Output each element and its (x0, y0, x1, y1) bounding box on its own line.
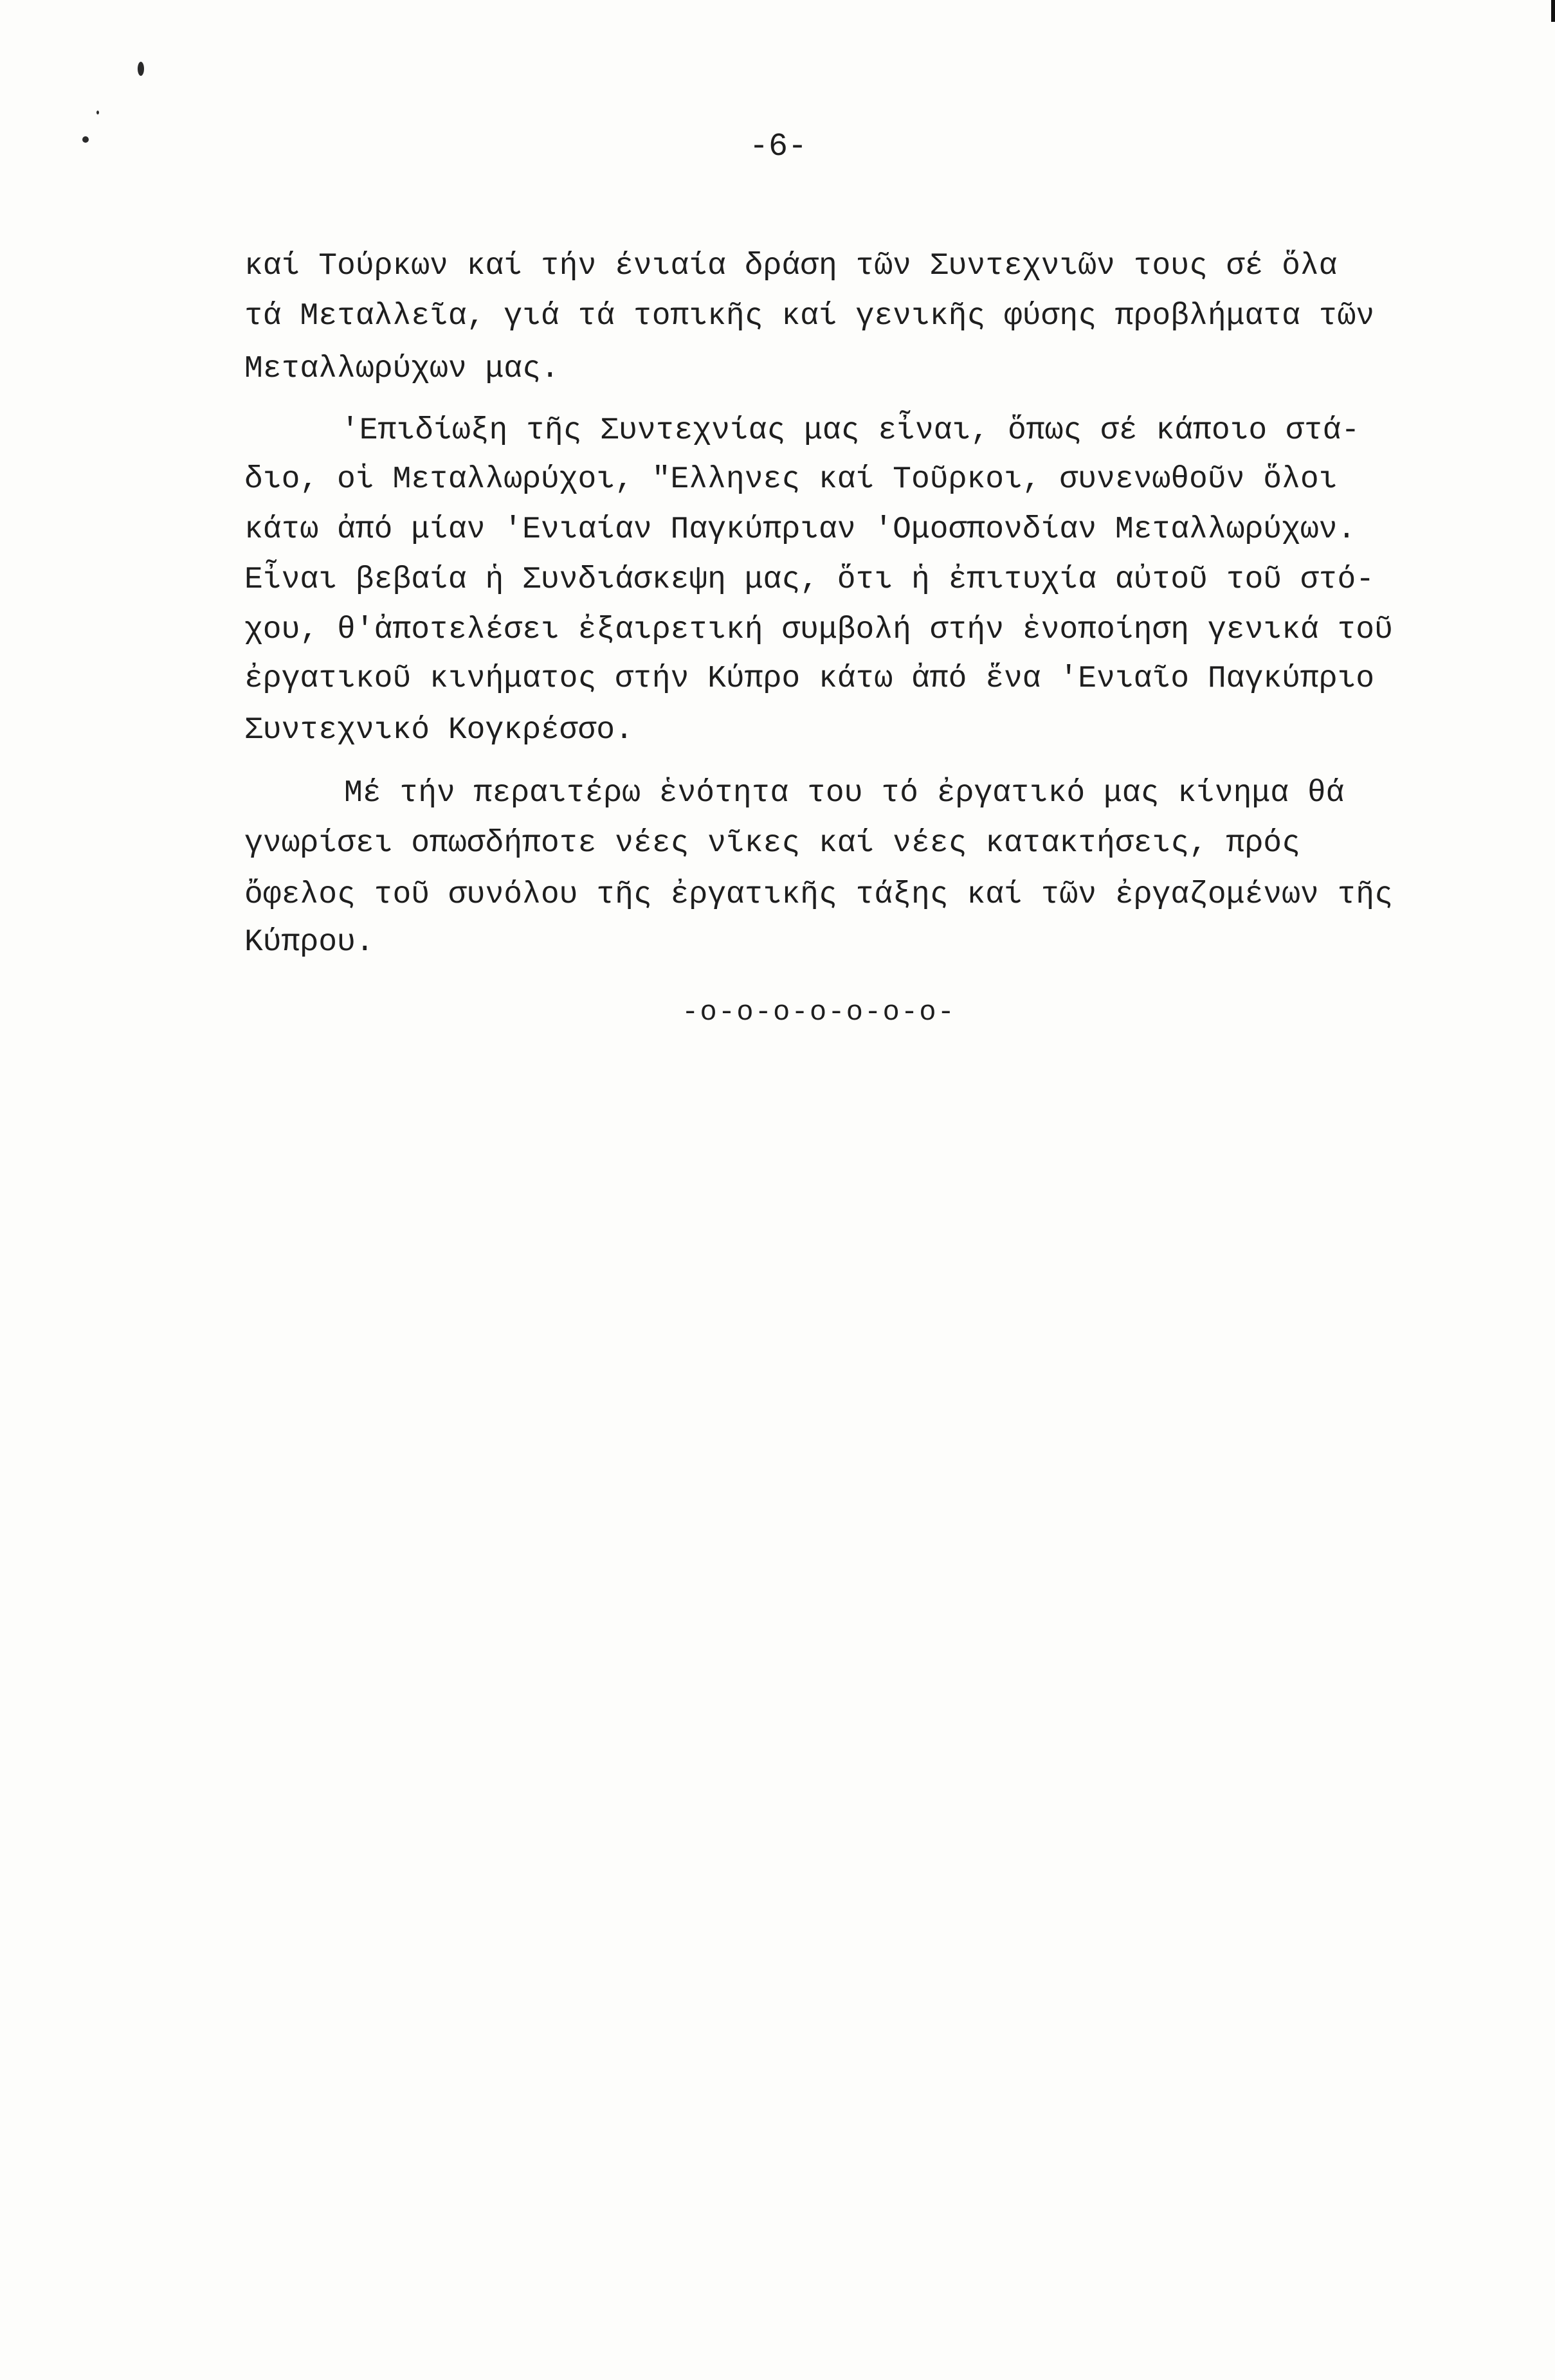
text-line: γνωρίσει οπωσδήποτε νέες νῖκες καί νέες κατακτήσεις, πρός (244, 826, 1300, 861)
scan-speck (82, 136, 89, 143)
text-line: κάτω ἀπό μίαν 'Ενιαίαν Παγκύπριαν 'Ομοσπονδίαν Μεταλλωρύχων. (244, 512, 1356, 547)
text-line: Εἶναι βεβαία ἡ Συνδιάσκεψη μας, ὅτι ἡ ἐπιτυχία αὐτοῦ τοῦ στό- (244, 563, 1375, 597)
text-line: διο, οἱ Μεταλλωρύχοι, "Ελληνες καί Τοῦρκοι, συνενωθοῦν ὅλοι (244, 462, 1338, 497)
text-line: Κύπρου. (244, 925, 374, 960)
scan-edge-mark (1551, 0, 1555, 22)
closing-mark: -o-o-o-o-o-o-o- (682, 996, 956, 1029)
text-line: Μέ τήν περαιτέρω ἑνότητα του τό ἐργατικό μας κίνημα θά (344, 776, 1345, 811)
text-line: τά Μεταλλεῖα, γιά τά τοπικῆς καί γενικῆς φύσης προβλήματα τῶν (244, 299, 1375, 334)
text-line: 'Επιδίωξη τῆς Συντεχνίας μας εἶναι, ὅπως σέ κάποιο στά- (341, 413, 1360, 448)
text-line: Μεταλλωρύχων μας. (244, 352, 559, 386)
text-line: χου, θ'ἀποτελέσει ἐξαιρετική συμβολή στήν ἑνοποίηση γενικά τοῦ (244, 613, 1393, 647)
page-number: -6- (749, 129, 808, 165)
text-line: ἐργατικοῦ κινήματος στήν Κύπρο κάτω ἀπό ἕνα 'Ενιαῖο Παγκύπριο (244, 662, 1375, 696)
text-line: καί Τούρκων καί τήν ένιαία δράση τῶν Συντεχνιῶν τους σέ ὅλα (244, 249, 1338, 284)
scan-speck (96, 111, 99, 114)
text-line: ὄφελος τοῦ συνόλου τῆς ἐργατικῆς τάξης καί τῶν ἐργαζομένων τῆς (244, 878, 1393, 912)
text-line: Συντεχνικό Κογκρέσσο. (244, 713, 633, 748)
scan-speck (138, 62, 144, 76)
